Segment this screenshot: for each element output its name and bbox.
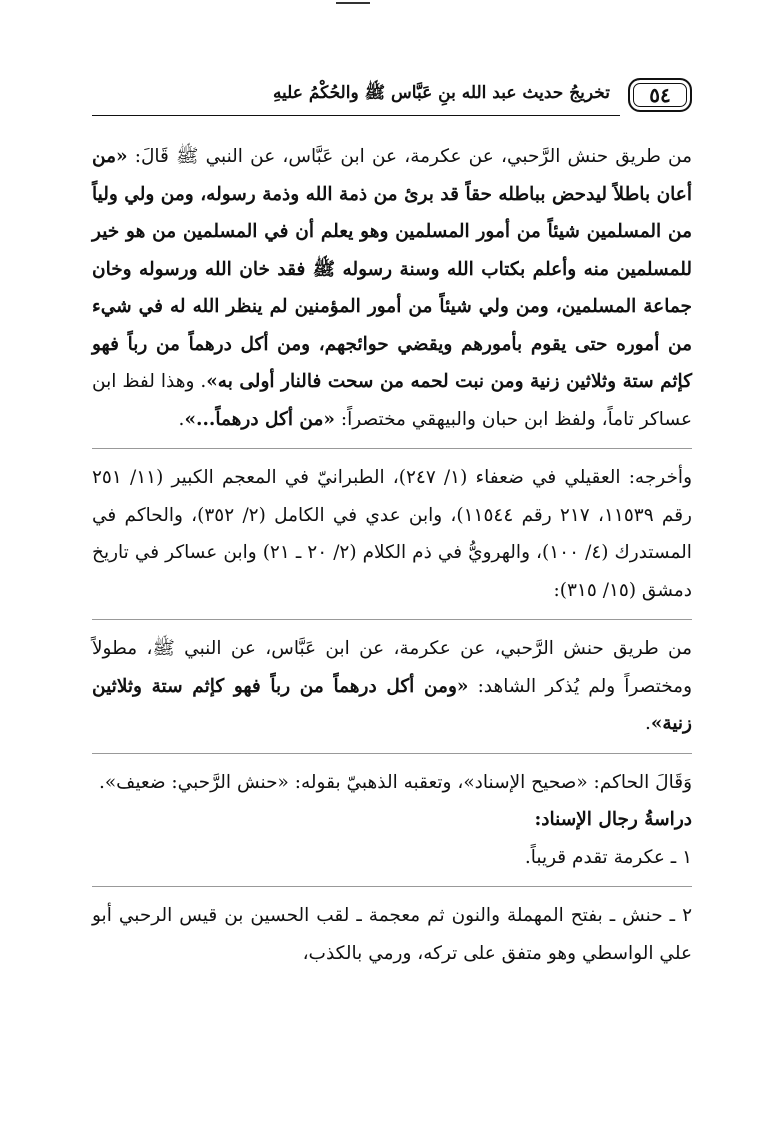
- separator-3: [92, 753, 692, 754]
- para1-text-3: .: [178, 408, 185, 430]
- paragraph-1: [92, 138, 692, 438]
- paragraph-2: وأخرجه: العقيلي في ضعفاء (١/ ٢٤٧)، الطبرانيّ في المعجم الكبير (١١/ ٢٥١ رقم ١١٥٣٩، ٢١٧ رقم ١١٥٤٤)، وابن عدي في الكامل (٢/ ٣٥٢)، والحاكم في المستدرك (٤/ ١٠٠)، والهرويُّ في ذم الكلام (٢/ ٢٠ ـ ٢١) وابن عساكر في تاريخ دمشق (١٥/ ٣١٥):: [92, 467, 692, 601]
- page-header: [92, 76, 692, 118]
- para3-text-2: .: [644, 713, 651, 734]
- para1-hadith-quote: «من أعان باطلاً ليدحض بباطله حقاً قد برئ من ذمة الله وذمة رسوله، ومن ولي ولياً من المسلمين شيئاً من أمور المسلمين وهو يعلم أن في المسلمين من هو خير للمسلمين منه وأعلم بكتاب الله وسنة رسوله ﷺ فقد خان الله ورسوله وخان جماعة المسلمين، ومن ولي شيئاً من أمور المؤمنين لم ينظر الله له في شيء من أموره حتى يقوم بأمورهم ويقضي حوائجهم، ومن أكل درهماً من رباً فهو كإثم ستة وثلاثين زنية ومن نبت لحمه من سحت فالنار أولى به»: [92, 146, 693, 392]
- para1-text-1: من طريق حنش الرَّحبي، عن عكرمة، عن ابن عَبَّاس، عن النبي ﷺ قَالَ:: [127, 146, 692, 167]
- page-number-badge: [628, 78, 692, 112]
- para1-short-quote: «من أكل درهماً...»: [184, 408, 335, 430]
- list-item-1: ١ ـ عكرمة تقدم قريباً.: [524, 846, 692, 868]
- list-item-2: ٢ ـ حنش ـ بفتح المهملة والنون ثم معجمة ـ لقب الحسين بن قيس الرحبي أبو علي الواسطي وهو متفق على تركه، ورمي بالكذب،: [92, 905, 692, 964]
- paragraph-3: [92, 630, 692, 743]
- para3-quote: «ومن أكل درهماً من رباً فهو كإثم ستة وثلاثين زنية»: [92, 675, 692, 734]
- section-heading: دراسةُ رجال الإسناد:: [534, 809, 692, 830]
- separator-4: [92, 886, 692, 887]
- paragraph-4: وَقَالَ الحاكم: «صحيح الإسناد»، وتعقبه الذهبيّ بقوله: «حنش الرَّحبي: ضعيف».: [98, 771, 692, 793]
- header-rule: [92, 115, 620, 116]
- para1-text-2: . وهذا لفظ ابن عساكر تاماً، ولفظ ابن حبان والبيهقي مختصراً:: [92, 371, 692, 430]
- page-number: ٥٤: [649, 83, 671, 107]
- separator-1: [92, 448, 692, 449]
- separator-2: [92, 619, 692, 620]
- page-content: [92, 138, 692, 972]
- para3-text-1: من طريق حنش الرَّحبي، عن عكرمة، عن ابن عَبَّاس، عن النبي ﷺ، مطولاً ومختصراً ولم يُذكر الشاهد:: [92, 638, 692, 697]
- top-rule: [336, 2, 370, 4]
- running-title: تخريجُ حديث عبد الله بنِ عَبَّاس ﷺ والحُكْمُ عليهِ: [272, 83, 610, 103]
